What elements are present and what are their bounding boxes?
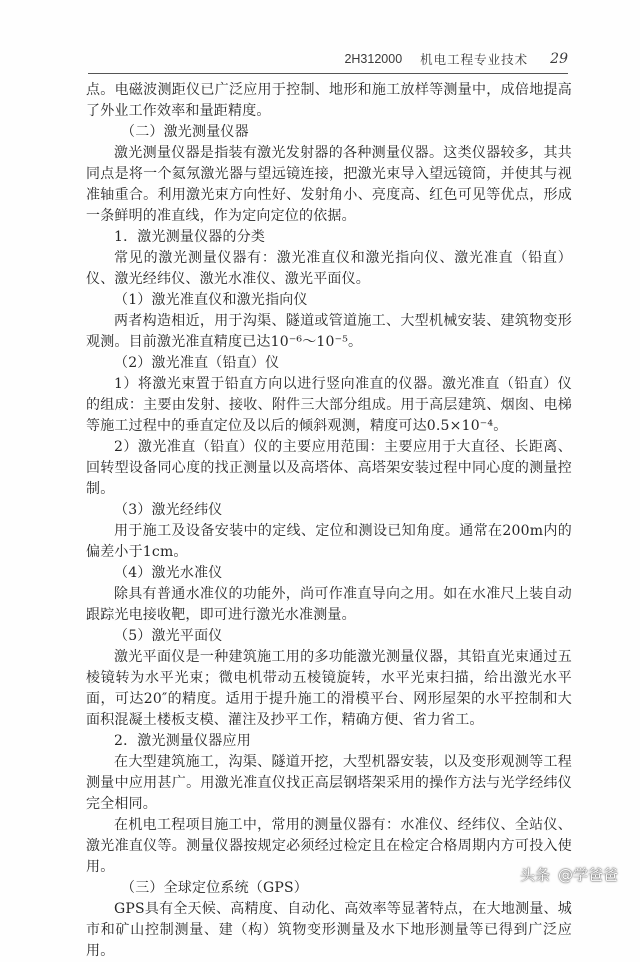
paragraph-application-1: 在大型建筑施工，沟渠、隧道开挖，大型机器安装，以及变形观测等工程测量中应用甚广。用激光准直仪找正高层钢塔架采用的操作方法与光学经纬仪完全相同。 bbox=[86, 754, 572, 812]
page-number: 29 bbox=[550, 51, 568, 67]
page-body bbox=[86, 80, 572, 962]
paragraph-gps: GPS具有全天候、高精度、自动化、高效率等显著特点，在大地测量、城市和矿山控制测量、建（构）筑物变形测量及水下地形测量等已得到广泛应用。 bbox=[86, 901, 572, 959]
paragraph-laser-theodolite: 用于施工及设备安装中的定线、定位和测设已知角度。通常在200m内的偏差小于1cm。 bbox=[86, 523, 572, 560]
heading-laser-plane: （5）激光平面仪 bbox=[114, 628, 223, 644]
heading-laser-level: （4）激光水准仪 bbox=[114, 565, 223, 581]
chapter-code: 2H312000 bbox=[344, 52, 403, 66]
page-header bbox=[88, 46, 568, 72]
watermark-platform: 头条 bbox=[519, 866, 550, 884]
paragraph-common-instruments: 常见的激光测量仪器有：激光准直仪和激光指向仪、激光准直（铅直）仪、激光经纬仪、激光水准仪、激光平面仪。 bbox=[86, 250, 572, 287]
heading-classification: 1．激光测量仪器的分类 bbox=[114, 229, 266, 245]
heading-laser-instruments: （二）激光测量仪器 bbox=[121, 124, 249, 140]
paragraph-plumb-aligner-1: 1）将激光束置于铅直方向以进行竖向准直的仪器。激光准直（铅直）仪的组成：主要由发射、接收、附件三大部分组成。用于高层建筑、烟囱、电梯等施工过程中的垂直定位及以后的倾斜观测，精度可达0.5×10⁻⁴。 bbox=[86, 376, 572, 434]
paragraph-application-2: 在机电工程项目施工中，常用的测量仪器有：水准仪、经纬仪、全站仪、激光准直仪等。测量仪器按规定必须经过检定且在检定合格周期内方可投入使用。 bbox=[86, 817, 572, 875]
heading-gps: （三）全球定位系统（GPS） bbox=[121, 880, 308, 896]
paragraph-laser-definition: 激光测量仪器是指装有激光发射器的各种测量仪器。这类仪器较多，其共同点是将一个氦氖激光器与望远镜连接，把激光束导入望远镜筒，并使其与视准轴重合。利用激光束方向性好、发射角小、亮度高、红色可见等优点，形成一条鲜明的准直线，作为定向定位的依据。 bbox=[86, 145, 572, 224]
paragraph-alignment-pointer: 两者构造相近，用于沟渠、隧道或管道施工、大型机械安装、建筑物变形观测。目前激光准直精度已达10⁻⁶～10⁻⁵。 bbox=[86, 313, 572, 350]
heading-laser-theodolite: （3）激光经纬仪 bbox=[114, 502, 223, 518]
watermark bbox=[520, 864, 618, 885]
paragraph-laser-level: 除具有普通水准仪的功能外，尚可作准直导向之用。如在水准尺上装自动跟踪光电接收靶，即可进行激光水准测量。 bbox=[86, 586, 572, 623]
watermark-author: @学爸爸 bbox=[557, 866, 618, 884]
paragraph-plumb-aligner-2: 2）激光准直（铅直）仪的主要应用范围：主要应用于大直径、长距离、回转型设备同心度的找正测量以及高塔体、高塔架安装过程中同心度的测量控制。 bbox=[86, 439, 572, 497]
header-rule bbox=[88, 73, 568, 74]
paragraph-continuation: 点。电磁波测距仪已广泛应用于控制、地形和施工放样等测量中，成倍地提高了外业工作效率和量距精度。 bbox=[86, 82, 572, 119]
heading-alignment-pointer: （1）激光准直仪和激光指向仪 bbox=[114, 292, 308, 308]
paragraph-laser-plane: 激光平面仪是一种建筑施工用的多功能激光测量仪器，其铅直光束通过五棱镜转为水平光束；微电机带动五棱镜旋转，水平光束扫描，给出激光水平面，可达20″的精度。适用于提升施工的滑模平台、网形屋架的水平控制和大面积混凝土楼板支模、灌注及抄平工作，精确方便、省力省工。 bbox=[86, 649, 572, 728]
heading-application: 2．激光测量仪器应用 bbox=[114, 733, 251, 749]
heading-plumb-aligner: （2）激光准直（铅直）仪 bbox=[114, 355, 280, 371]
section-title: 机电工程专业技术 bbox=[420, 52, 529, 67]
